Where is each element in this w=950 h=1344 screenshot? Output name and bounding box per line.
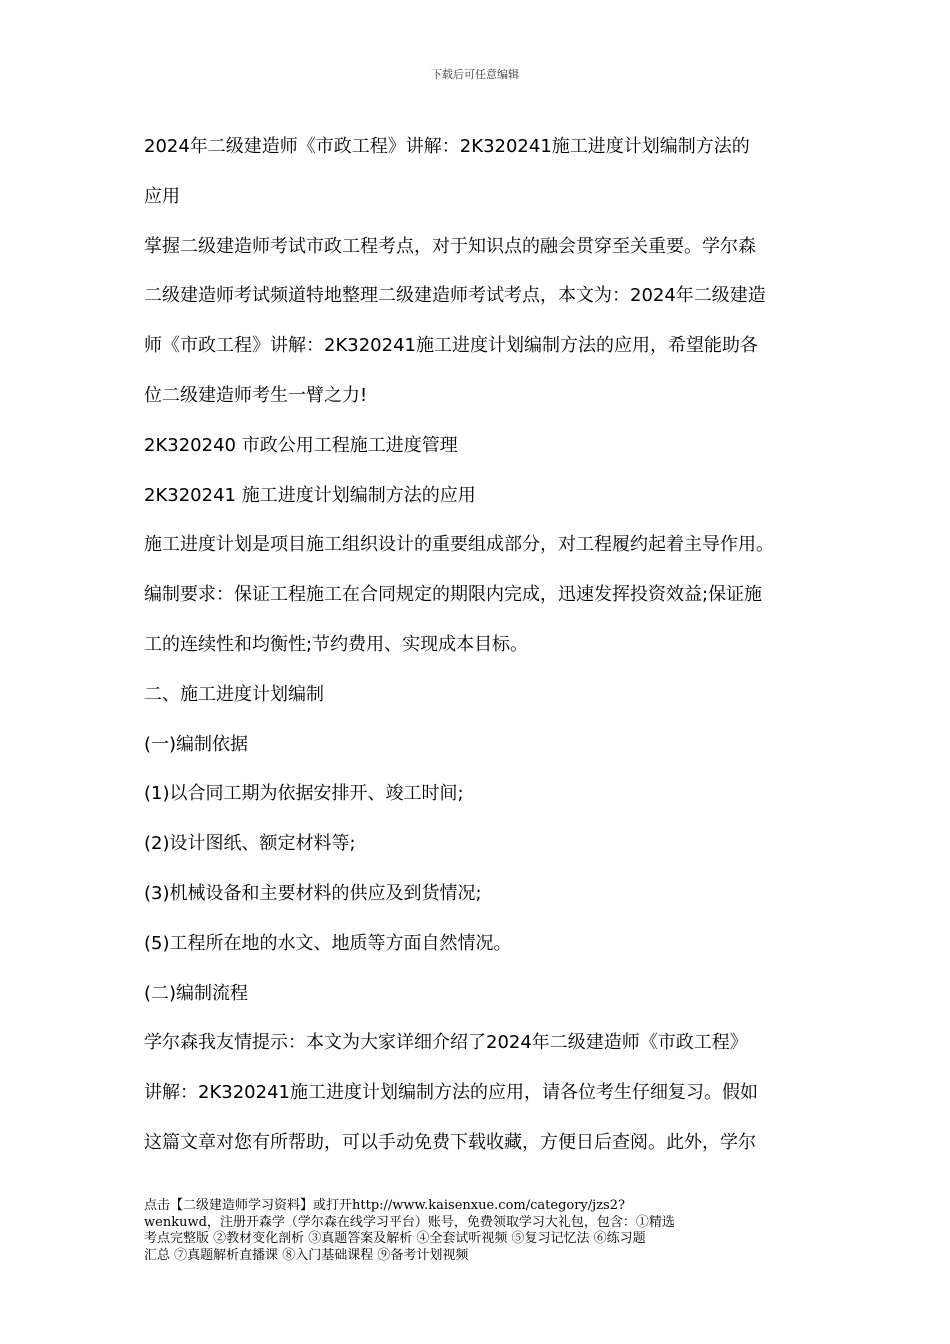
paragraph-line: 二级建造师考试频道特地整理二级建造师考试考点，本文为：2024年二级建造 (144, 285, 766, 307)
subsection-heading: (二)编制流程 (144, 982, 249, 1004)
footer-promo (144, 1198, 814, 1264)
list-item: (2)设计图纸、额定材料等; (144, 833, 356, 855)
footer-promo-line: wenkuwd，注册开森学（学尔森在线学习平台）账号，免费领取学习大礼包，包含：①精选 (144, 1214, 675, 1230)
footer-promo-line: 考点完整版 ②教材变化剖析 ③真题答案及解析 ④全套试听视频 ⑤复习记忆法 ⑥练习题 (144, 1231, 646, 1246)
paragraph-line: 位二级建造师考生一臂之力! (144, 384, 368, 406)
subsection-heading: (一)编制依据 (144, 733, 249, 755)
paragraph-line: 编制要求：保证工程施工在合同规定的期限内完成，迅速发挥投资效益;保证施 (144, 584, 763, 606)
paragraph-line: 施工进度计划是项目施工组织设计的重要组成部分，对工程履约起着主导作用。 (144, 534, 774, 556)
section-heading: 二、施工进度计划编制 (144, 683, 324, 705)
paragraph-line: 讲解：2K320241施工进度计划编制方法的应用，请各位考生仔细复习。假如 (144, 1082, 758, 1104)
list-item: (3)机械设备和主要材料的供应及到货情况; (144, 882, 482, 904)
document-body (144, 122, 814, 1168)
page-header-note: 下载后可任意编辑 (431, 68, 519, 81)
paragraph-line: 学尔森我友情提示：本文为大家详细介绍了2024年二级建造师《市政工程》 (144, 1032, 748, 1054)
paragraph-line: 这篇文章对您有所帮助，可以手动免费下载收藏，方便日后查阅。此外，学尔 (144, 1131, 756, 1153)
list-item: (5)工程所在地的水文、地质等方面自然情况。 (144, 932, 512, 954)
title-line: 应用 (144, 185, 180, 207)
paragraph-line: 师《市政工程》讲解：2K320241施工进度计划编制方法的应用，希望能助各 (144, 335, 758, 357)
paragraph-line: 工的连续性和均衡性;节约费用、实现成本目标。 (144, 633, 529, 655)
title-line: 2024年二级建造师《市政工程》讲解：2K320241施工进度计划编制方法的 (144, 136, 750, 157)
paragraph-line: 掌握二级建造师考试市政工程考点，对于知识点的融会贯穿至关重要。学尔森 (144, 235, 756, 257)
footer-promo-line: 汇总 ⑦真题解析直播课 ⑧入门基础课程 ⑨备考计划视频 (144, 1247, 469, 1263)
list-item: (1)以合同工期为依据安排开、竣工时间; (144, 783, 464, 805)
section-heading: 2K320241 施工进度计划编制方法的应用 (144, 484, 476, 506)
footer-promo-line[interactable]: 点击【二级建造师学习资料】或打开http://www.kaisenxue.com/category/jzs2? (144, 1198, 625, 1213)
section-heading: 2K320240 市政公用工程施工进度管理 (144, 434, 458, 456)
